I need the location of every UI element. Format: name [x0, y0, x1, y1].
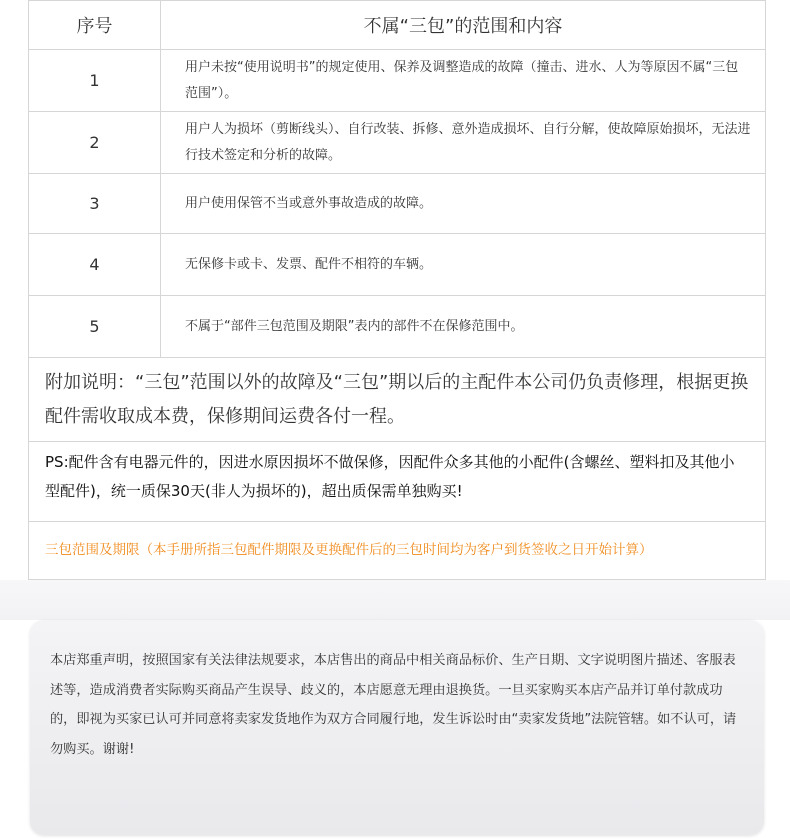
store-notice-text: 本店郑重声明，按照国家有关法律法规要求，本店售出的商品中相关商品标价、生产日期、文字说明图片描述、客服表述等，造成消费者实际购买商品产生误导、歧义的，本店愿意无理由退换货。一旦买家购买本店产品并订单付款成功的，即视为买家已认可并同意将卖家发货地作为双方合同履行地，发生诉讼时由“卖家发货地”法院管辖。如不认可，请勿购买。谢谢! — [50, 653, 737, 757]
section-divider — [0, 580, 790, 620]
row-number: 1 — [29, 50, 161, 112]
row-number: 2 — [29, 112, 161, 174]
row-text: 用户使用保管不当或意外事故造成的故障。 — [161, 174, 766, 234]
table-row — [29, 234, 766, 296]
row-text: 不属于“部件三包范围及期限”表内的部件不在保修范围中。 — [161, 296, 766, 358]
ps-note: PS:配件含有电器元件的，因进水原因损坏不做保修，因配件众多其他的小配件(含螺丝、塑料扣及其他小型配件)，统一质保30天(非人为损坏的)，超出质保需单独购买! — [28, 442, 766, 522]
header-content: 不属“三包”的范围和内容 — [161, 1, 766, 50]
row-text: 用户人为损坏（剪断线头）、自行改装、拆修、意外造成损坏、自行分解，使故障原始损坏，无法进行技术签定和分析的故障。 — [161, 112, 766, 174]
additional-note: 附加说明：“三包”范围以外的故障及“三包”期以后的主配件本公司仍负责修理，根据更换配件需收取成本费，保修期间运费各付一程。 — [28, 358, 766, 442]
warranty-scope-note: 三包范围及期限（本手册所指三包配件期限及更换配件后的三包时间均为客户到货签收之日开始计算） — [28, 522, 766, 580]
header-no: 序号 — [29, 1, 161, 50]
table-row — [29, 174, 766, 234]
row-number: 3 — [29, 174, 161, 234]
warranty-exclusion-table — [28, 0, 766, 358]
table-header-row — [29, 1, 766, 50]
table-row — [29, 296, 766, 358]
row-text: 用户未按“使用说明书”的规定使用、保养及调整造成的故障（撞击、进水、人为等原因不属“三包范围”）。 — [161, 50, 766, 112]
row-number: 5 — [29, 296, 161, 358]
table-row — [29, 112, 766, 174]
row-number: 4 — [29, 234, 161, 296]
table-row — [29, 50, 766, 112]
warranty-document — [28, 0, 766, 580]
row-text: 无保修卡或卡、发票、配件不相符的车辆。 — [161, 234, 766, 296]
store-notice-card — [30, 620, 764, 835]
